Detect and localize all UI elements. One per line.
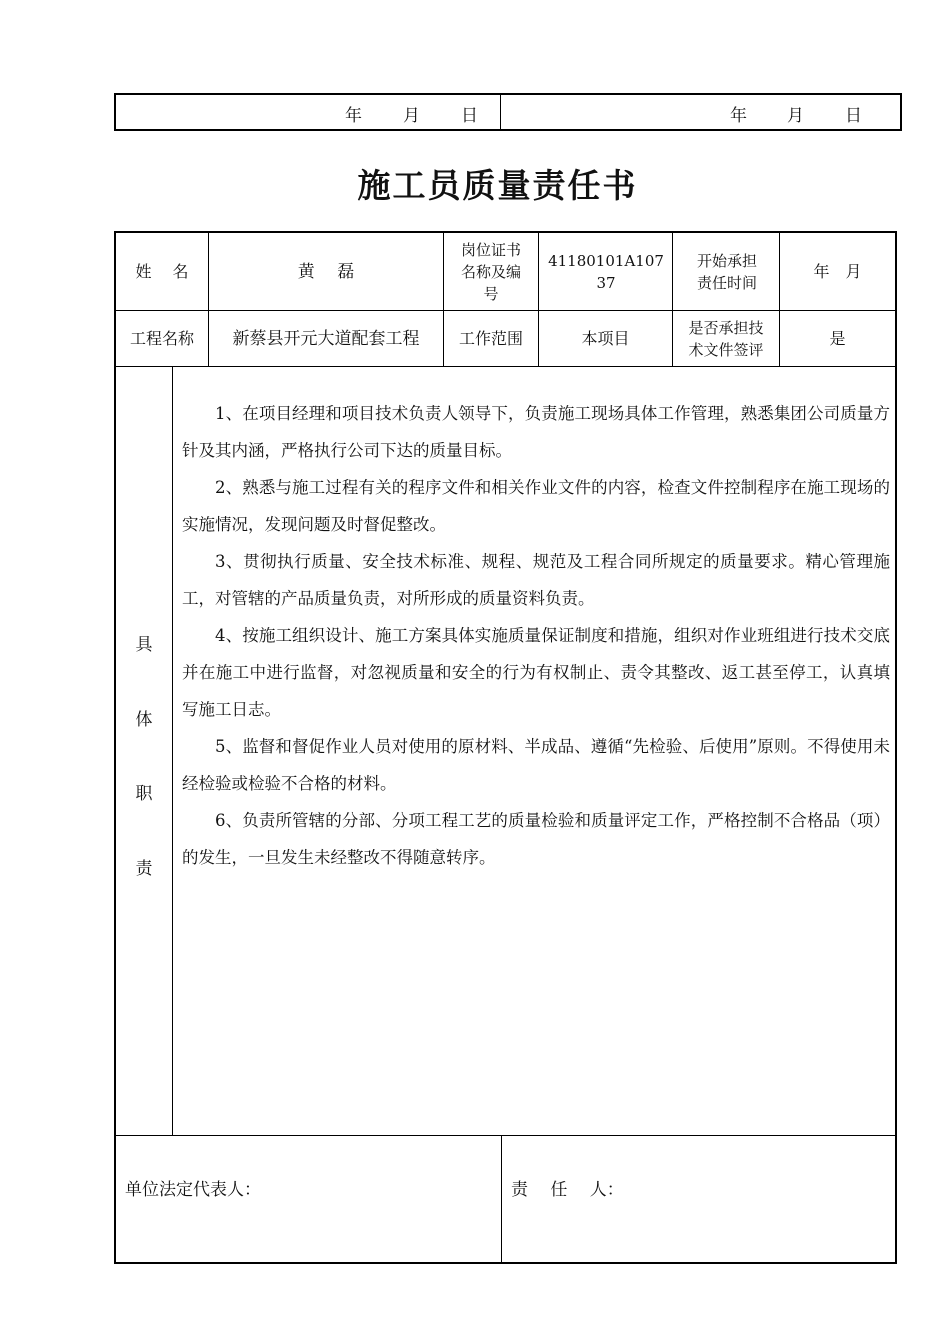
- cert-label: 岗位证书名称及编号: [460, 240, 521, 303]
- page-title: 施工员质量责任书: [357, 166, 638, 205]
- duty-item-5: 5、监督和督促作业人员对使用的原材料、半成品、遵循“先检验、后使用”原则。不得使用未经检验或检验不合格的材料。: [182, 737, 890, 793]
- legal-representative-label: 单位法定代表人：: [125, 1180, 261, 1200]
- duty-item-4: 4、按施工组织设计、施工方案具体实施质量保证制度和措施，组织对作业班组进行技术交底并在施工中进行监督，对忽视质量和安全的行为有权制止、责令其整改、返工甚至停工，认真填写施工日志。: [182, 626, 890, 719]
- responsibility-table: [114, 231, 897, 1264]
- project-name-value: 新蔡县开元大道配套工程: [232, 328, 420, 349]
- row-divider-2: [116, 366, 895, 367]
- right-year-label: 年: [730, 106, 747, 126]
- duty-item-6: 6、负责所管辖的分部、分项工程工艺的质量检验和质量评定工作，严格控制不合格品（项）的发生，一旦发生未经整改不得随意转序。: [182, 811, 890, 867]
- left-year-label: 年: [345, 106, 362, 126]
- duties-label-char-4: 责: [135, 859, 153, 879]
- duty-item-3: 3、贯彻执行质量、安全技术标准、规程、规范及工程合同所规定的质量要求。精心管理施工，对管辖的产品质量负责，对所形成的质量资料负责。: [182, 552, 890, 608]
- duty-item-2: 2、熟悉与施工过程有关的程序文件和相关作业文件的内容，检查文件控制程序在施工现场的实施情况，发现问题及时督促整改。: [182, 478, 890, 534]
- row-divider-3: [116, 1135, 895, 1136]
- duty-item-1: 1、在项目经理和项目技术负责人领导下，负责施工现场具体工作管理，熟悉集团公司质量方针及其内涵，严格执行公司下达的质量目标。: [182, 404, 890, 460]
- tech-document-label: 是否承担技术文件签评: [688, 318, 764, 359]
- responsible-person-label: 责 任 人：: [511, 1180, 624, 1200]
- signature-divider: [501, 1135, 502, 1262]
- duties-label-char-3: 职: [135, 784, 153, 804]
- col-divider-4: [672, 233, 673, 366]
- cert-value: 41180101A10737: [548, 251, 664, 292]
- left-month-label: 月: [403, 106, 420, 126]
- right-month-label: 月: [787, 106, 804, 126]
- date-strip: [114, 93, 902, 131]
- left-day-label: 日: [461, 106, 478, 126]
- right-day-label: 日: [845, 106, 862, 126]
- duties-label-char-1: 具: [135, 635, 153, 655]
- duties-label-divider: [172, 366, 173, 1135]
- duties-list: [182, 395, 890, 876]
- date-strip-divider: [500, 95, 501, 129]
- duties-label-char-2: 体: [135, 710, 153, 730]
- work-scope-label: 工作范围: [458, 328, 523, 348]
- start-time-label: 开始承担责任时间: [696, 251, 757, 292]
- start-time-value: 年 月: [813, 261, 862, 281]
- project-name-label: 工程名称: [129, 328, 194, 348]
- name-label: 姓 名: [135, 261, 189, 281]
- name-value: 黄 磊: [297, 261, 355, 282]
- tech-document-value: 是: [829, 328, 846, 348]
- duties-label: [116, 368, 172, 1008]
- work-scope-value: 本项目: [581, 328, 630, 348]
